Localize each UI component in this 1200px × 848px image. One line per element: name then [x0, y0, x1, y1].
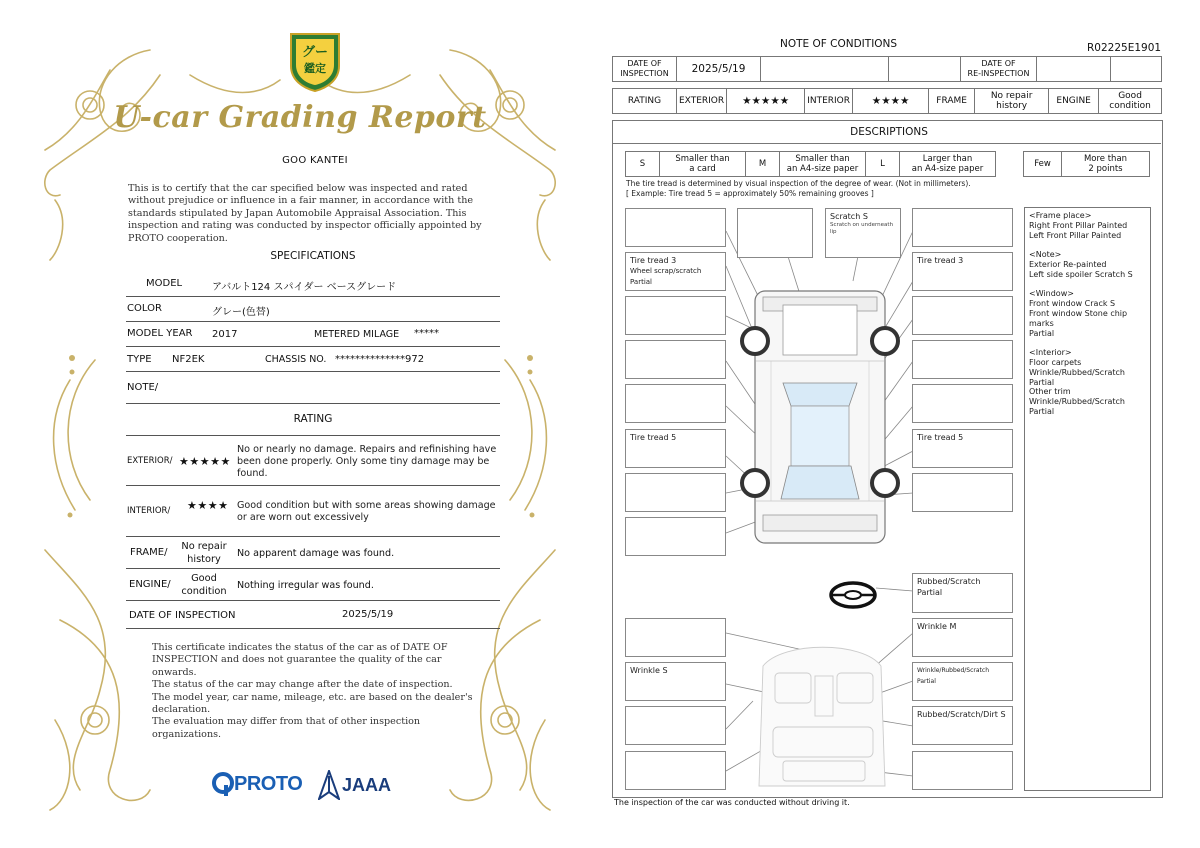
certificate-title: U-car Grading Report [113, 100, 487, 135]
console-note: Wrinkle M [917, 622, 957, 631]
car-interior-view [759, 647, 885, 786]
frame-value-cell [975, 89, 1049, 114]
remark-line: Partial [1029, 377, 1055, 387]
proto-logo-icon [212, 771, 234, 797]
inspection-dates-table [612, 56, 1162, 82]
interior-description: Good condition but with some areas showing damage or are worn out excessively [237, 500, 496, 523]
tire-hint-line1: The tire tread is determined by visual inspection of the degree of wear. (Not in millimeters). [626, 179, 971, 188]
front-lip-subnote: Scratch on underneath lip [830, 222, 894, 235]
sponsor-logos [212, 769, 402, 801]
remark-line: Partial [1029, 406, 1055, 416]
front-lip-note: Scratch S [830, 212, 868, 221]
spec-row-model [126, 270, 500, 297]
remark-line: Wrinkle/Rubbed/Scratch [1029, 367, 1125, 377]
legend-s-desc-line1: Smaller than [675, 153, 730, 164]
engine-value-line2: condition [1109, 101, 1151, 111]
damage-box-right-door [912, 340, 1013, 379]
remark-line: Left side spoiler Scratch S [1029, 269, 1133, 279]
proto-logo-text: PROTO [234, 773, 303, 795]
rating-row-engine [126, 569, 500, 601]
descriptions-heading: DESCRIPTIONS [850, 126, 928, 138]
damage-box-left-fender [625, 296, 726, 335]
frame-value-line1: No repair [181, 541, 227, 552]
legend-l: L [866, 152, 900, 177]
goo-kantei-badge-icon [287, 30, 343, 92]
remark-line: Left Front Pillar Painted [1029, 230, 1122, 240]
legend-m: M [746, 152, 780, 177]
disclaimer-line: This certificate indicates the status of the car as of DATE OF [152, 642, 448, 653]
svg-text:グー: グー [301, 45, 329, 60]
reference-number: R02225E1901 [1087, 42, 1162, 54]
legend-l-desc-line1: Larger than [922, 153, 973, 164]
color-label: COLOR [127, 303, 162, 314]
type-label: TYPE [127, 354, 152, 365]
legend-s: S [626, 152, 660, 177]
date-empty-cell [761, 57, 889, 82]
damage-box-console [912, 618, 1013, 657]
frame-label: FRAME [929, 89, 975, 114]
damage-box-front-lip [825, 208, 901, 258]
damage-box-right-quarter [912, 473, 1013, 512]
frame-value-line2: history [996, 101, 1028, 111]
specifications-heading: SPECIFICATIONS [270, 250, 356, 262]
exterior-label: EXTERIOR [677, 89, 727, 114]
rating-row-date [126, 601, 500, 629]
date-of-inspection-value: 2025/5/19 [677, 57, 761, 82]
note-label: NOTE/ [127, 382, 159, 393]
damage-box-front-left-bumper [737, 208, 813, 258]
mileage-value: ***** [414, 328, 439, 339]
frame-label: FRAME/ [130, 547, 168, 558]
remark-line: Other trim [1029, 387, 1071, 397]
re-inspection-extra [1111, 57, 1162, 82]
date-label-line2: INSPECTION [620, 69, 669, 78]
left-front-wheel-note: Wheel scrap/scratch Partial [630, 267, 702, 286]
remark-line: <Interior> [1029, 348, 1072, 358]
remark-line: Front window Crack S [1029, 299, 1116, 309]
interior-label: INTERIOR/ [127, 506, 171, 516]
rating-heading: RATING [293, 413, 333, 425]
model-year-label: MODEL YEAR [127, 328, 193, 339]
color-value: グレー(色替) [212, 307, 270, 318]
damage-box-right-sill [912, 384, 1013, 423]
exterior-label: EXTERIOR/ [127, 456, 173, 466]
driver-seat-note: Wrinkle S [630, 666, 668, 675]
remarks-panel [1024, 207, 1151, 791]
model-year-value: 2017 [212, 329, 238, 340]
damage-box-left-door [625, 340, 726, 379]
remark-line: Partial [1029, 328, 1055, 338]
rating-summary-table [612, 88, 1162, 114]
damage-box-steering [912, 573, 1013, 613]
disclaimer-line: declaration. [152, 704, 211, 716]
car-top-view-outline [755, 291, 885, 543]
damage-box-front-left-corner [625, 208, 726, 247]
frame-value-line2: history [187, 554, 221, 565]
exterior-description: No or nearly no damage. Repairs and refinishing have been done properly. Only some tiny damage may be found. [237, 444, 497, 479]
rating-row-exterior [126, 436, 500, 486]
remark-line: <Frame place> [1029, 211, 1092, 220]
reinspect-label-line1: DATE OF [981, 58, 1016, 68]
remark-line: Front window Stone chip marks [1029, 308, 1128, 328]
mileage-label: METERED MILAGE [314, 329, 400, 340]
date-label-line1: DATE OF [627, 58, 662, 68]
interior-stars: ★★★★ [853, 89, 929, 114]
rating-row-frame [126, 537, 500, 569]
remark-line: Right Front Pillar Painted [1029, 220, 1128, 230]
damage-box-right-rear-tire [912, 429, 1013, 468]
reinspect-label-line2: RE-INSPECTION [967, 69, 1030, 78]
exterior-stars: ★★★★★ [727, 89, 805, 114]
descriptions-panel [612, 120, 1163, 798]
remark-line: <Note> [1029, 250, 1062, 260]
spec-row-year [126, 322, 500, 347]
damage-box-driver-seat [625, 662, 726, 701]
left-front-tire-note: Tire tread 3 [630, 256, 677, 265]
damage-box-left-trim [625, 706, 726, 745]
right-rear-tire-note: Tire tread 5 [917, 433, 964, 442]
damage-box-left-rear-tire [625, 429, 726, 468]
jaaa-logo-icon [318, 770, 340, 800]
damage-box-left-quarter [625, 473, 726, 512]
engine-label: ENGINE/ [129, 579, 171, 590]
date-of-inspection-label-cell [613, 57, 677, 82]
chassis-label: CHASSIS NO. [265, 354, 327, 365]
tire-hint-line2: [ Example: Tire tread 5 = approximately 50% remaining grooves ] [626, 189, 874, 198]
spec-row-color [126, 297, 500, 322]
disclaimer-line: INSPECTION and does not guarantee the quality of the car onwards. [152, 654, 442, 678]
date-of-inspection-value: 2025/5/19 [342, 609, 394, 620]
remark-line: Floor carpets [1029, 357, 1082, 367]
legend-few-desc-line1: More than [1083, 153, 1128, 164]
remark-line: Exterior Re-painted [1029, 259, 1107, 269]
note-of-conditions [600, 0, 1200, 848]
rating-heading-underline [126, 412, 500, 436]
conditions-title: NOTE OF CONDITIONS [780, 38, 898, 50]
legend-m-desc-line2: an A4-size paper [786, 164, 859, 174]
organization-name: GOO KANTEI [282, 155, 348, 166]
damage-box-left-sill [625, 384, 726, 423]
certificate-disclaimer [152, 642, 482, 741]
engine-description: Nothing irregular was found. [237, 580, 374, 591]
engine-label: ENGINE [1049, 89, 1099, 114]
frame-description: No apparent damage was found. [237, 548, 395, 559]
legend-l-desc-line2: an A4-size paper [911, 164, 984, 174]
steering-note: Rubbed/Scratch Partial [917, 577, 981, 597]
remark-line: Wrinkle/Rubbed/Scratch [1029, 397, 1125, 407]
model-value: アバルト124 スパイダー ベースグレード [212, 282, 397, 293]
left-rear-tire-note: Tire tread 5 [630, 433, 677, 442]
disclaimer-line: The status of the car may change after the date of inspection. [152, 679, 453, 691]
damage-box-rear-bumper [625, 517, 726, 556]
right-front-tire-note: Tire tread 3 [917, 256, 964, 265]
interior-stars: ★★★★ [187, 499, 229, 512]
damage-box-floor [912, 706, 1013, 745]
passenger-seat-note: Wrinkle/Rubbed/Scratch Partial [917, 667, 989, 685]
remark-line: <Window> [1029, 289, 1074, 299]
damage-box-left-front-tire [625, 252, 726, 291]
damage-box-right-fender [912, 296, 1013, 335]
exterior-stars: ★★★★★ [179, 455, 231, 468]
re-inspection-value [1037, 57, 1111, 82]
engine-value-line2: condition [181, 586, 227, 597]
disclaimer-line: The evaluation may differ from that of other inspection organizations. [152, 716, 421, 740]
engine-value-line1: Good [1118, 90, 1142, 101]
legend-m-desc-line1: Smaller than [795, 153, 850, 164]
re-inspection-label-cell [961, 57, 1037, 82]
damage-box-right-front-tire [912, 252, 1013, 291]
legend-few: Few [1024, 152, 1062, 177]
type-value: NF2EK [172, 354, 205, 365]
damage-box-passenger-seat [912, 662, 1013, 701]
model-label: MODEL [146, 278, 183, 289]
date-empty-cell [889, 57, 961, 82]
legend-s-desc-line2: a card [689, 164, 716, 174]
disclaimer-line: The model year, car name, mileage, etc. are based on the dealer's [152, 691, 473, 703]
floor-note: Rubbed/Scratch/Dirt S [917, 710, 1006, 719]
damage-box-front-right-corner [912, 208, 1013, 247]
rating-row-interior [126, 486, 500, 537]
jaaa-logo-text: JAAA [342, 775, 392, 795]
date-of-inspection-label: DATE OF INSPECTION [129, 610, 236, 621]
steering-wheel-icon [831, 583, 875, 607]
chassis-value: **************972 [335, 354, 425, 365]
damage-box-dashboard [625, 618, 726, 657]
damage-box-rear-right [912, 751, 1013, 790]
spec-row-note [126, 372, 500, 404]
rating-label: RATING [613, 89, 677, 114]
spec-row-type [126, 347, 500, 372]
interior-label: INTERIOR [805, 89, 853, 114]
engine-value-cell [1099, 89, 1162, 114]
damage-box-rear-left [625, 751, 726, 790]
inspection-footnote: The inspection of the car was conducted without driving it. [614, 798, 850, 807]
legend-few-desc-line2: 2 points [1088, 164, 1123, 174]
certificate-intro: This is to certify that the car specified below was inspected and rated without prejudice or influence in a fair manner, in accordance with the standards stipulated by Japan Automobile Appraisal Association. This inspection and rating was conducted by inspector officially appointed by PROTO cooperation. [128, 183, 482, 244]
svg-text:鑑定: 鑑定 [304, 62, 326, 75]
engine-value-line1: Good [191, 573, 217, 584]
frame-value-line1: No repair [990, 90, 1033, 101]
